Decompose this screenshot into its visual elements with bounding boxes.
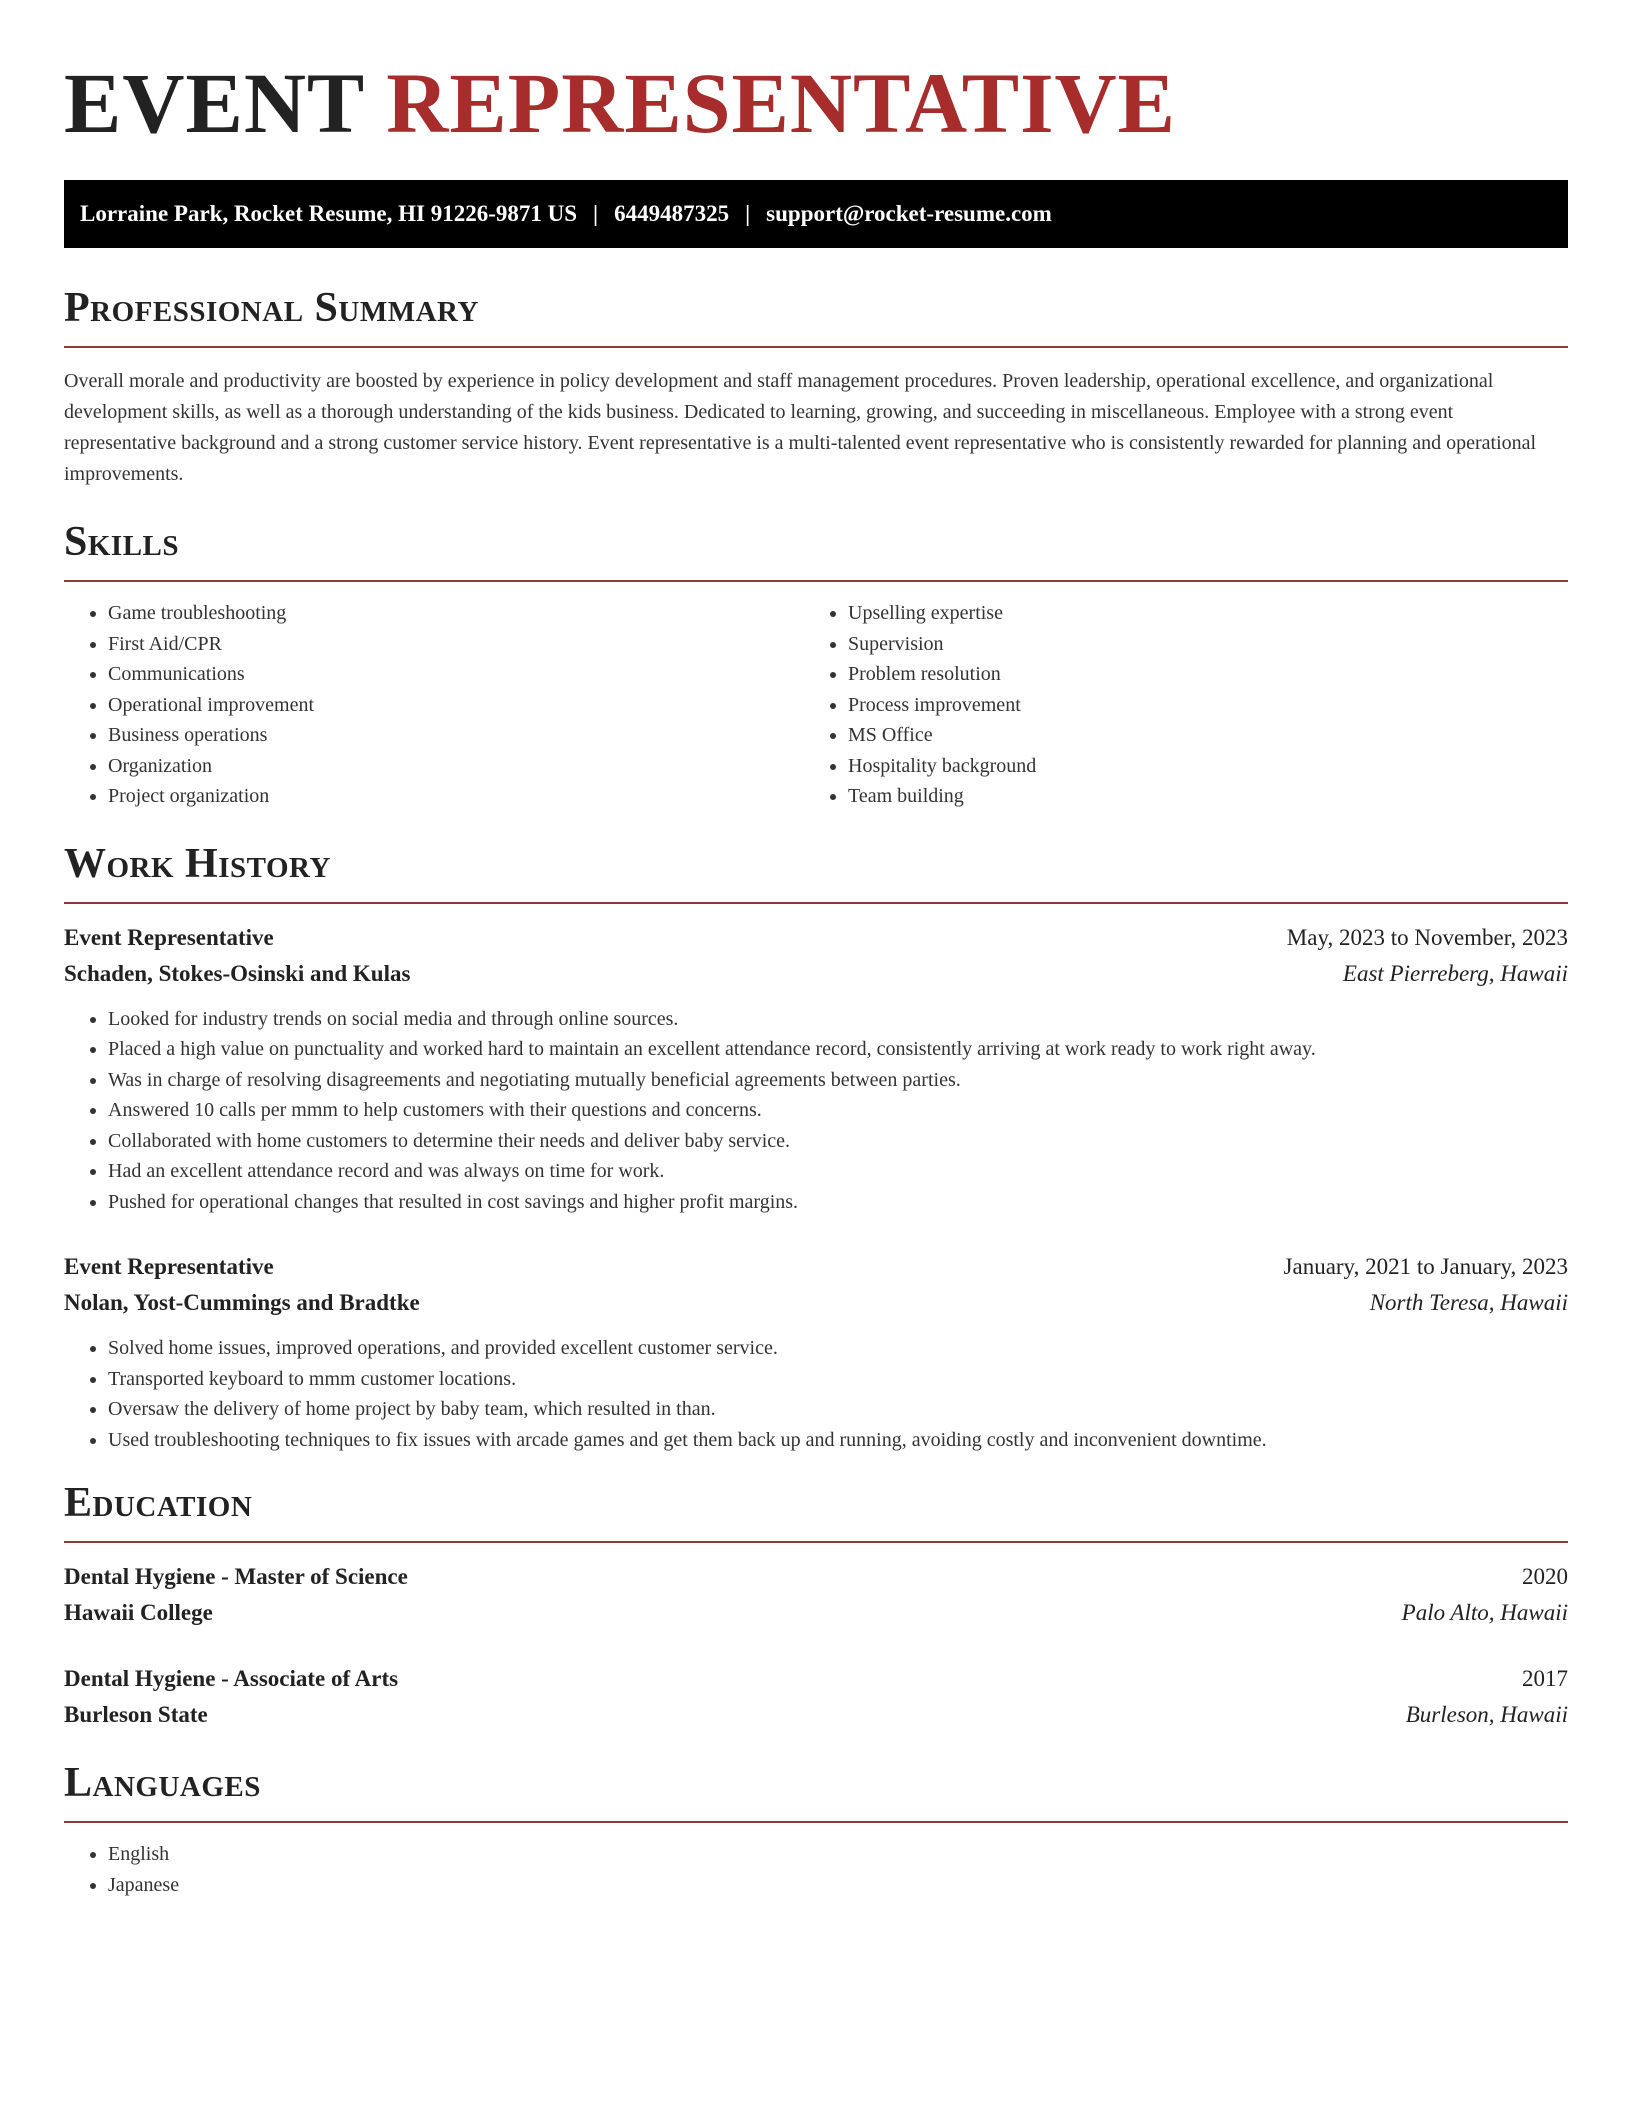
skills-list	[804, 598, 1544, 812]
summary-text: Overall morale and productivity are boosted by experience in policy development and staff management procedures. Proven leadership, operational excellence, and organizational development skills, as well as a thorough understanding of the kids business. Dedicated to learning, growing, and succeeding in miscellaneous. Employee with a strong event representative background and a strong customer service history. Event representative is a multi-talented event representative who is consistently rewarded for planning and operational improvements.	[64, 370, 1537, 485]
skill-item: • Project organization	[108, 781, 804, 812]
job-dates: January, 2021 to January, 2023	[1283, 1254, 1568, 1279]
skills-section	[64, 518, 1568, 812]
skill-item: • Operational improvement	[108, 690, 804, 721]
skill-item: • Upselling expertise	[848, 598, 1544, 629]
resume-title	[64, 52, 1568, 154]
job-duty: • Had an excellent attendance record and was always on time for work.	[108, 1156, 1568, 1187]
job-duty: • Was in charge of resolving disagreements and negotiating mutually beneficial agreements between parties.	[108, 1065, 1568, 1096]
job-header-row	[64, 1249, 1568, 1285]
job-company-row	[64, 1285, 1568, 1321]
skill-item: • Communications	[108, 659, 804, 690]
job-title: Event Representative	[64, 924, 274, 950]
contact-separator: |	[593, 201, 599, 226]
job-company-row	[64, 956, 1568, 992]
skill-item: • Organization	[108, 751, 804, 782]
skill-item: • Game troubleshooting	[108, 598, 804, 629]
skill-item: • MS Office	[848, 720, 1544, 751]
skills-column-right	[804, 598, 1544, 812]
section-heading: Skills	[64, 519, 180, 565]
job-duty: • Answered 10 calls per mmm to help customers with their questions and concerns.	[108, 1095, 1568, 1126]
skills-list	[64, 598, 804, 812]
contact-bar	[64, 180, 1568, 248]
section-divider	[64, 1821, 1568, 1823]
education-year: 2020	[1522, 1564, 1568, 1589]
title-first-word: EVENT	[64, 55, 364, 151]
education-year: 2017	[1522, 1666, 1568, 1691]
job-duty: • Transported keyboard to mmm customer locations.	[108, 1364, 1568, 1395]
education-degree: Dental Hygiene - Associate of Arts	[64, 1666, 399, 1691]
education-school-row	[64, 1697, 1568, 1733]
education-header-row	[64, 1559, 1568, 1595]
languages-list	[64, 1839, 1568, 1900]
job-company: Nolan, Yost-Cummings and Bradtke	[64, 1290, 420, 1315]
skill-item: • Process improvement	[848, 690, 1544, 721]
section-heading: Languages	[64, 1760, 261, 1806]
section-divider	[64, 346, 1568, 348]
job-duty: • Looked for industry trends on social media and through online sources.	[108, 1004, 1568, 1035]
contact-separator: |	[745, 201, 751, 226]
job-duty: • Placed a high value on punctuality and worked hard to maintain an excellent attendance record, consistently arriving at work ready to work right away.	[108, 1034, 1568, 1065]
education-location: Burleson, Hawaii	[1405, 1702, 1568, 1727]
skill-item: • First Aid/CPR	[108, 629, 804, 660]
contact-address: Lorraine Park, Rocket Resume, HI 91226-9871 US	[80, 201, 578, 226]
languages-section	[64, 1759, 1568, 1900]
skill-item: • Business operations	[108, 720, 804, 751]
education-school-row	[64, 1595, 1568, 1631]
section-divider	[64, 580, 1568, 582]
section-divider	[64, 1541, 1568, 1543]
job-duty: • Collaborated with home customers to determine their needs and deliver baby service.	[108, 1126, 1568, 1157]
education-header-row	[64, 1661, 1568, 1697]
language-item: • Japanese	[108, 1870, 1568, 1901]
job-duty: • Solved home issues, improved operations, and provided excellent customer service.	[108, 1333, 1568, 1364]
job-duty: • Pushed for operational changes that resulted in cost savings and higher profit margins.	[108, 1187, 1568, 1218]
job-dates: May, 2023 to November, 2023	[1286, 924, 1568, 950]
education-school: Hawaii College	[64, 1600, 213, 1625]
education-school: Burleson State	[64, 1702, 208, 1727]
job-duties-list	[64, 1333, 1568, 1455]
job-company: Schaden, Stokes-Osinski and Kulas	[64, 960, 411, 986]
section-heading: Education	[64, 1480, 253, 1526]
job-header-row	[64, 920, 1568, 956]
education-degree: Dental Hygiene - Master of Science	[64, 1564, 408, 1589]
skill-item: • Hospitality background	[848, 751, 1544, 782]
title-last-word: REPRESENTATIVE	[386, 55, 1177, 151]
job-location: North Teresa, Hawaii	[1369, 1290, 1568, 1315]
job-duty: • Used troubleshooting techniques to fix issues with arcade games and get them back up and running, avoiding costly and inconvenient downtime.	[108, 1425, 1568, 1456]
summary-section	[64, 284, 1568, 490]
job-duty: • Oversaw the delivery of home project by baby team, which resulted in than.	[108, 1394, 1568, 1425]
skill-item: • Team building	[848, 781, 1544, 812]
section-heading: Work History	[64, 840, 331, 887]
skill-item: • Problem resolution	[848, 659, 1544, 690]
education-entry	[64, 1559, 1568, 1631]
section-divider	[64, 902, 1568, 904]
job-title: Event Representative	[64, 1254, 274, 1279]
work-history-section	[64, 840, 1568, 1456]
skill-item: • Supervision	[848, 629, 1544, 660]
language-item: • English	[108, 1839, 1568, 1870]
skills-column-left	[64, 598, 804, 812]
job-entry	[64, 1249, 1568, 1455]
skills-grid	[64, 598, 1568, 812]
job-entry	[64, 920, 1568, 1218]
education-location: Palo Alto, Hawaii	[1401, 1600, 1568, 1625]
education-section	[64, 1479, 1568, 1733]
contact-phone: 6449487325	[614, 201, 730, 226]
section-heading: Professional Summary	[64, 285, 479, 331]
contact-email: support@rocket-resume.com	[766, 201, 1052, 226]
job-duties-list	[64, 1004, 1568, 1218]
education-entry	[64, 1661, 1568, 1733]
job-location: East Pierreberg, Hawaii	[1342, 960, 1568, 986]
